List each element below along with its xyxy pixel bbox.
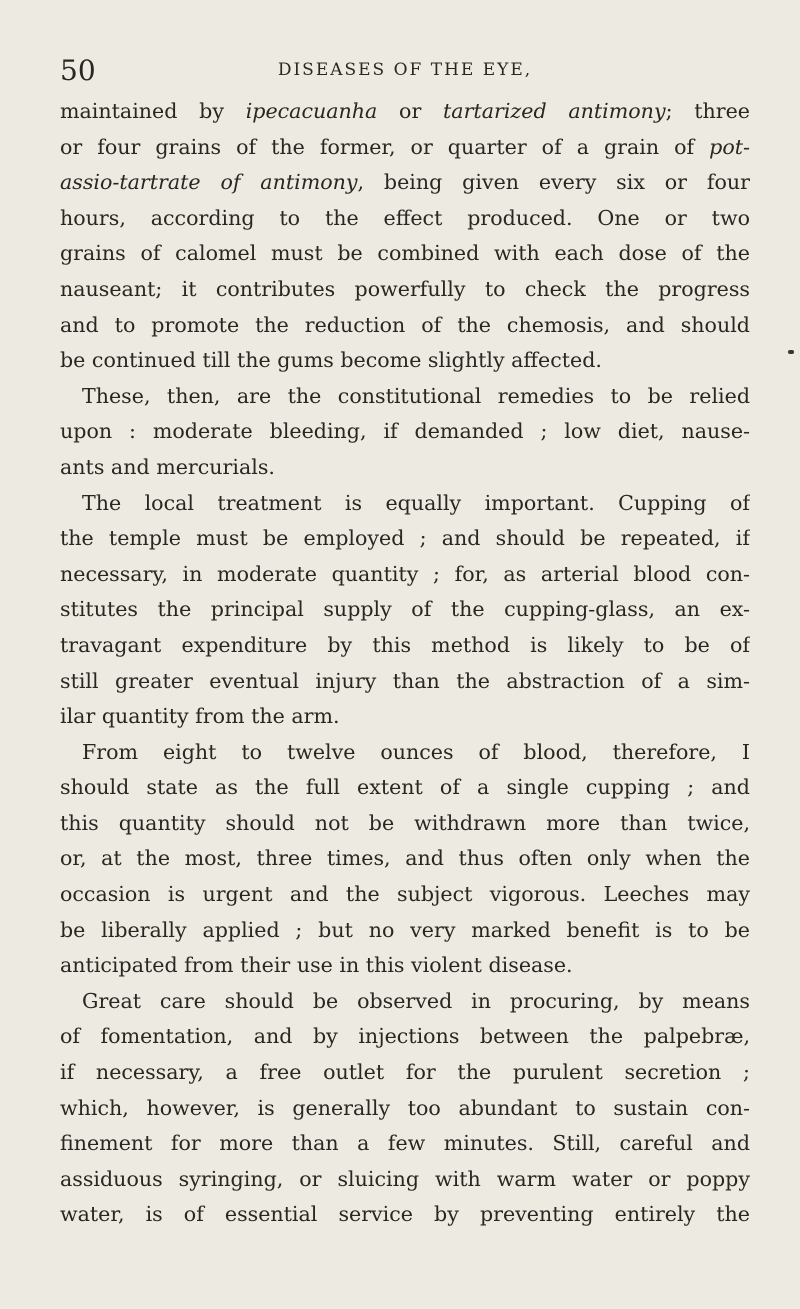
text-line xyxy=(60,130,750,166)
text-run: still greater eventual injury than the abstraction of a sim- xyxy=(60,668,750,693)
text-run: and to promote the reduction of the chemosis, and should xyxy=(60,312,750,337)
ink-mark xyxy=(788,350,794,354)
text-line xyxy=(60,699,750,735)
text-line xyxy=(60,1162,750,1198)
text-run: should state as the full extent of a single cupping ; and xyxy=(60,775,750,800)
text-run: assiduous syringing, or sluicing with warm water or poppy xyxy=(60,1166,750,1191)
text-line xyxy=(60,308,750,344)
text-run: water, is of essential service by preventing entirely the xyxy=(60,1202,750,1227)
running-head: DISEASES OF THE EYE, xyxy=(277,60,533,80)
text-line xyxy=(60,450,750,486)
text-run: or xyxy=(377,99,444,123)
text-line xyxy=(60,165,750,201)
text-run: ; three xyxy=(665,99,750,123)
text-line xyxy=(60,94,750,130)
text-line xyxy=(60,414,750,450)
text-line xyxy=(60,841,750,877)
text-line xyxy=(60,1055,750,1091)
text-line xyxy=(60,1126,750,1162)
text-line xyxy=(60,592,750,628)
italic-text: assio-tartrate of antimony xyxy=(60,170,358,195)
page-number: 50 xyxy=(60,54,96,87)
text-line xyxy=(60,806,750,842)
text-line xyxy=(60,628,750,664)
text-run: be liberally applied ; but no very marked benefit is to be xyxy=(60,917,750,942)
text-run: of fomentation, and by injections between the palpebræ, xyxy=(60,1024,750,1049)
text-run: or, at the most, three times, and thus often only when the xyxy=(60,846,750,871)
text-run: anticipated from their use in this violent disease. xyxy=(60,953,573,978)
text-run: or four grains of the former, or quarter of a grain of xyxy=(60,134,710,159)
page-header xyxy=(60,54,750,94)
text-run: stitutes the principal supply of the cupping-glass, an ex- xyxy=(60,597,750,622)
text-run: maintained by xyxy=(60,99,246,123)
text-run: this quantity should not be withdrawn more than twice, xyxy=(60,810,750,835)
text-line xyxy=(60,735,750,771)
italic-text: ipecacuanha xyxy=(245,99,378,123)
text-run: if necessary, a free outlet for the purulent secretion ; xyxy=(60,1060,750,1085)
text-run: ants and mercurials. xyxy=(60,454,275,479)
text-run: grains of calomel must be combined with each dose of the xyxy=(60,241,750,266)
text-run: hours, according to the effect produced. One or two xyxy=(60,205,750,230)
text-run: Great care should be observed in procuring, by means xyxy=(82,988,750,1013)
text-run: From eight to twelve ounces of blood, therefore, I xyxy=(82,739,750,764)
text-line xyxy=(60,236,750,272)
text-run: nauseant; it contributes powerfully to check the progress xyxy=(60,276,750,301)
text-run: be continued till the gums become slightly affected. xyxy=(60,348,602,373)
text-line xyxy=(60,201,750,237)
text-line xyxy=(60,521,750,557)
text-run: necessary, in moderate quantity ; for, as arterial blood con- xyxy=(60,561,750,586)
text-run: travagant expenditure by this method is likely to be of xyxy=(60,632,750,657)
text-line xyxy=(60,664,750,700)
text-run: ilar quantity from the arm. xyxy=(60,704,340,729)
italic-text: tartarized antimony xyxy=(443,99,666,123)
text-line xyxy=(60,1019,750,1055)
text-line xyxy=(60,984,750,1020)
text-run: the temple must be employed ; and should be repeated, if xyxy=(60,526,750,551)
text-run: upon : moderate bleeding, if demanded ; low diet, nause- xyxy=(60,419,750,444)
text-line xyxy=(60,486,750,522)
text-run: These, then, are the constitutional remedies to be relied xyxy=(82,383,750,408)
italic-text: pot- xyxy=(709,134,750,159)
text-run: occasion is urgent and the subject vigorous. Leeches may xyxy=(60,882,750,907)
text-line xyxy=(60,770,750,806)
text-line xyxy=(60,379,750,415)
text-line xyxy=(60,1197,750,1233)
text-run: finement for more than a few minutes. Still, careful and xyxy=(60,1131,750,1156)
text-line xyxy=(60,1091,750,1127)
text-line xyxy=(60,948,750,984)
text-line xyxy=(60,343,750,379)
text-line xyxy=(60,913,750,949)
body-text xyxy=(60,94,750,1233)
text-run: which, however, is generally too abundant to sustain con- xyxy=(60,1095,750,1120)
text-line xyxy=(60,272,750,308)
text-run: , being given every six or four xyxy=(357,170,750,195)
text-run: The local treatment is equally important. Cupping of xyxy=(82,490,750,515)
text-line xyxy=(60,877,750,913)
text-line xyxy=(60,557,750,593)
